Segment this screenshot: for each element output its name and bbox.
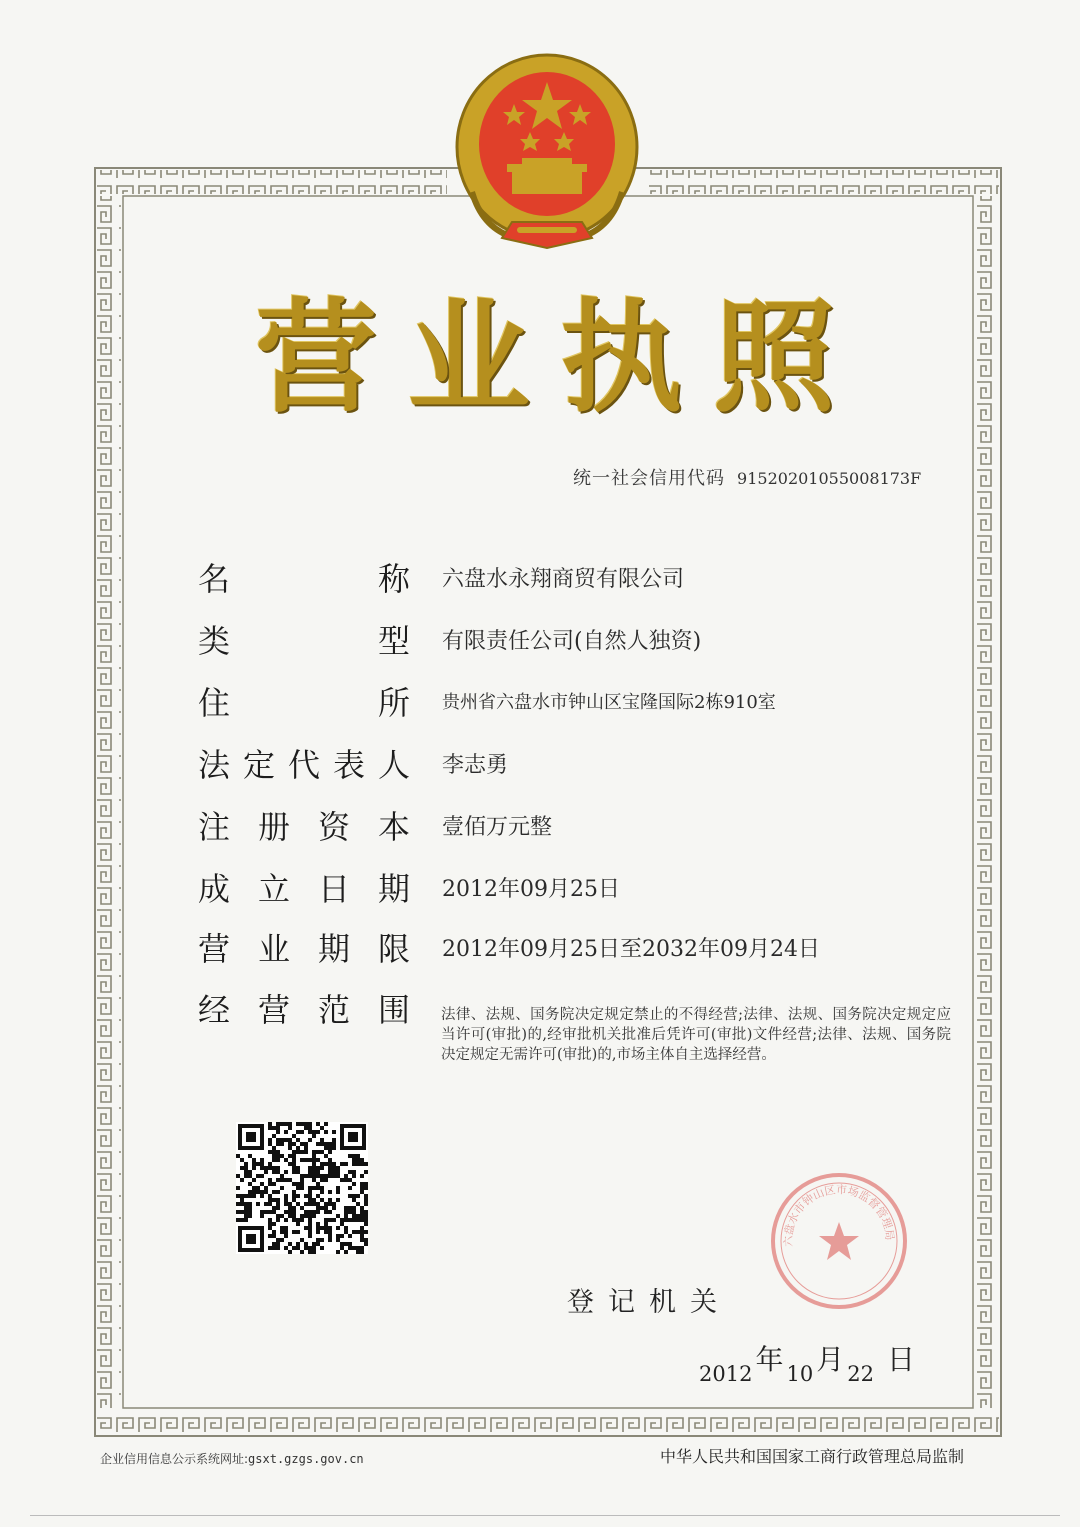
field-label: [198, 676, 410, 726]
title-char: 业: [407, 286, 530, 429]
label-char: 注: [198, 808, 231, 846]
label-char: 围: [377, 991, 410, 1029]
label-char: 范: [317, 991, 350, 1029]
divider: [30, 1515, 1060, 1516]
label-char: 营: [198, 930, 231, 968]
company-type: 有限责任公司(自然人独资): [442, 628, 702, 654]
field-address: [198, 676, 958, 726]
field-label: [198, 800, 410, 850]
label-char: 型: [377, 622, 410, 660]
field-label: [198, 922, 410, 972]
business-scope: 法律、法规、国务院决定规定禁止的不得经营;法律、法规、国务院决定规定应当许可(审批)的,经审批机关批准后凭许可(审批)文件经营;法律、法规、国务院决定规定无需许可(审批)的,市场主体自主选择经营。: [441, 1007, 951, 1063]
field-capital: [198, 800, 958, 850]
registered-capital: 壹佰万元整: [442, 814, 553, 840]
field-established: [198, 862, 958, 912]
company-address: 贵州省六盘水市钟山区宝隆国际2栋910室: [442, 692, 776, 713]
reg-month: 10: [786, 1362, 814, 1386]
reg-day-unit: 日: [886, 1343, 915, 1376]
national-emblem-icon: [452, 52, 642, 252]
label-char: 类: [198, 622, 231, 660]
label-char: 资: [317, 808, 350, 846]
label-char: 人: [377, 746, 410, 784]
label-char: 限: [377, 930, 410, 968]
label-char: 定: [242, 746, 275, 784]
title-char: 执: [560, 286, 683, 429]
qr-code-icon[interactable]: [236, 1122, 368, 1254]
reg-month-unit: 月: [816, 1343, 845, 1376]
field-term: [198, 922, 958, 972]
title-char: 营: [255, 286, 377, 429]
label-char: 日: [317, 870, 350, 908]
label-char: 代: [287, 746, 320, 784]
credit-code-label: 统一社会信用代码: [573, 468, 725, 489]
field-type: [198, 614, 958, 664]
field-label: [198, 983, 410, 1033]
field-label: [198, 862, 410, 912]
registration-date: [696, 1336, 915, 1386]
business-term: 2012年09月25日至2032年09月24日: [442, 936, 820, 962]
credit-code: [573, 464, 963, 490]
footer-website: [100, 1450, 364, 1467]
label-char: 业: [257, 930, 290, 968]
label-char: 立: [257, 870, 290, 908]
registration-authority: 登记机关: [567, 1287, 731, 1318]
label-char: 称: [377, 560, 410, 598]
reg-day: 22: [847, 1362, 874, 1386]
field-label: [198, 738, 410, 788]
official-seal-icon: [768, 1170, 910, 1312]
label-char: 成: [198, 870, 231, 908]
legal-representative: 李志勇: [442, 752, 509, 778]
reg-year-unit: 年: [755, 1343, 784, 1376]
document-title: [255, 285, 835, 430]
seal-text: 六盘水市钟山区市场监督管理局: [781, 1183, 897, 1247]
footer-issuer: 中华人民共和国国家工商行政管理总局监制: [660, 1447, 965, 1466]
credit-code-value: 91520201055008173F: [737, 469, 922, 488]
label-char: 期: [377, 870, 410, 908]
label-char: 册: [257, 808, 290, 846]
label-char: 营: [257, 991, 290, 1029]
field-label: [198, 552, 410, 602]
label-char: 法: [198, 746, 231, 784]
field-legal-rep: [198, 738, 958, 788]
footer-website-label: 企业信用信息公示系统网址:: [100, 1452, 249, 1466]
label-char: 所: [377, 684, 410, 722]
label-char: 期: [317, 930, 350, 968]
label-char: 名: [198, 560, 231, 598]
label-char: 住: [198, 684, 231, 722]
reg-year: 2012: [699, 1362, 753, 1386]
label-char: 表: [332, 746, 365, 784]
field-label: [198, 614, 410, 664]
title-char: 照: [712, 286, 835, 429]
field-name: [198, 552, 958, 602]
establishment-date: 2012年09月25日: [442, 876, 620, 902]
footer-website-url[interactable]: gsxt.gzgs.gov.cn: [248, 1452, 364, 1466]
label-char: 经: [198, 991, 231, 1029]
label-char: 本: [377, 808, 410, 846]
company-name: 六盘水永翔商贸有限公司: [442, 566, 685, 592]
